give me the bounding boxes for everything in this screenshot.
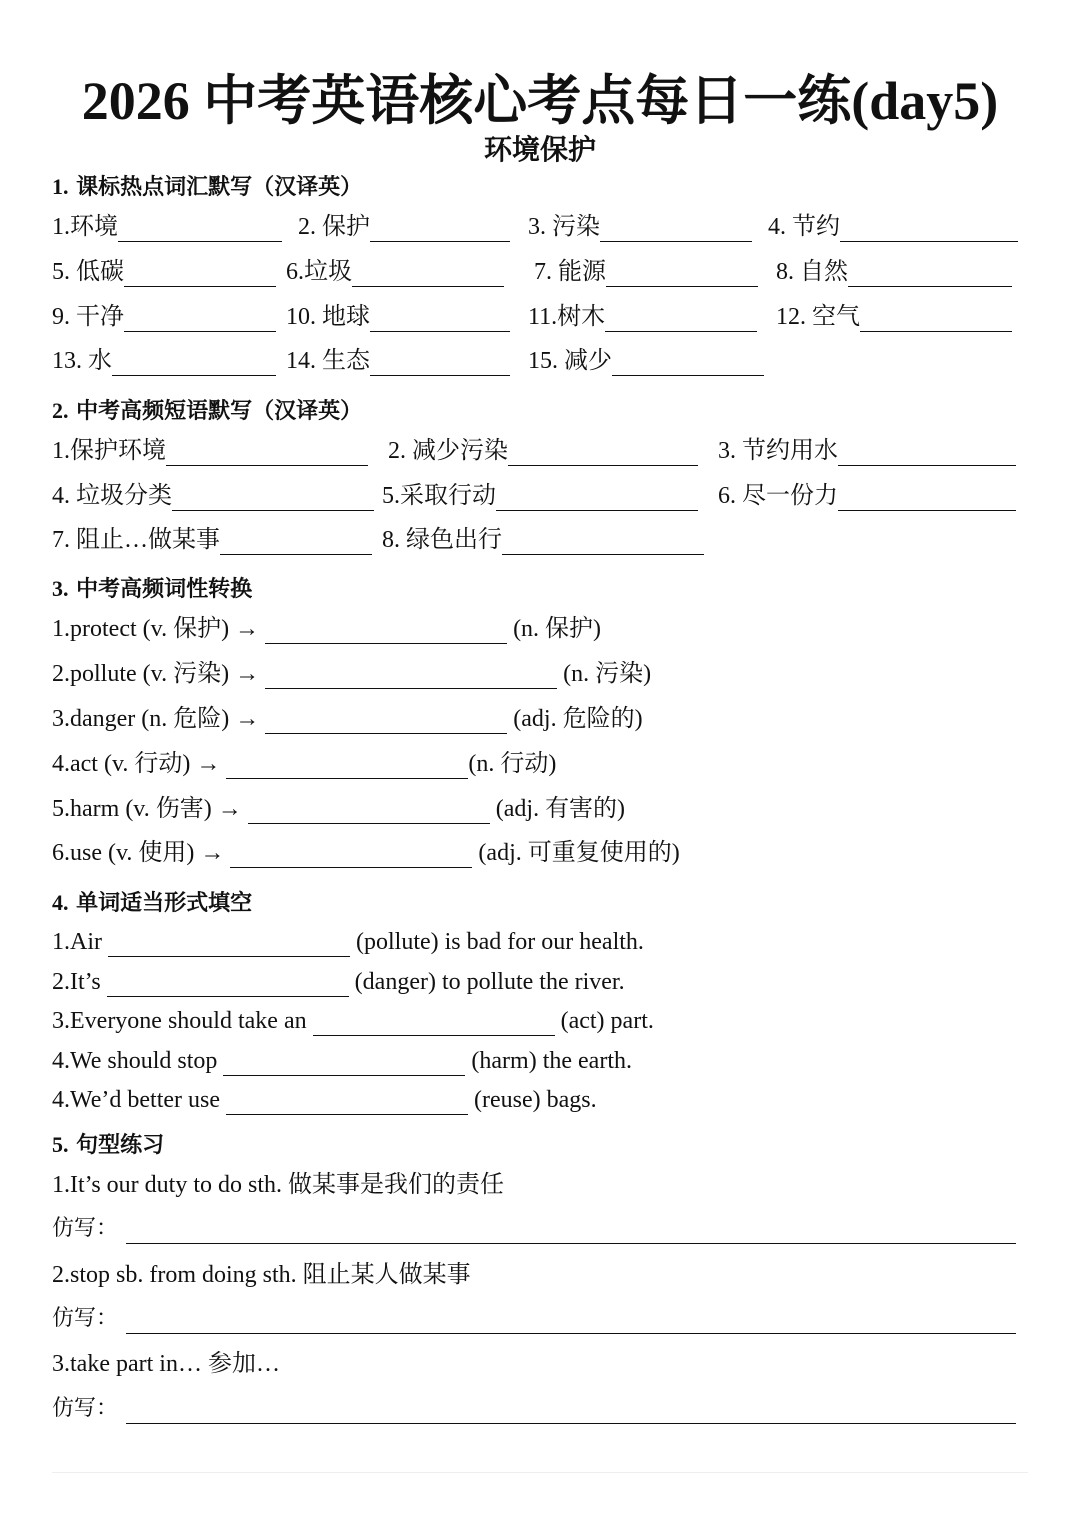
answer-blank[interactable] [248,799,490,824]
section1-heading: 1. 课标热点词汇默写（汉译英） [52,174,363,200]
answer-blank[interactable] [107,972,349,997]
vocab-item: 11.树木 [528,302,757,332]
section3-heading: 3. 中考高频词性转换 [52,576,253,602]
conversion-item: 5.harm (v. 伤害) → (adj. 有害的) [52,796,626,822]
answer-blank[interactable] [220,530,372,555]
answer-blank[interactable] [265,709,507,734]
answer-blank[interactable] [226,754,468,779]
vocab-item: 4. 节约 [768,212,1018,242]
phrase-item: 5.采取行动 [382,481,698,511]
pattern-prompt: 1.It’s our duty to do sth. 做某事是我们的责任 [52,1172,505,1198]
vocab-item: 6.垃圾 [286,257,504,287]
answer-blank[interactable] [840,217,1018,242]
answer-blank[interactable] [265,664,557,689]
answer-blank[interactable] [370,307,510,332]
answer-blank[interactable] [606,262,758,287]
fill-item: 4.We’d better use (reuse) bags. [52,1087,597,1113]
vocab-item: 1.环境 [52,212,282,242]
phrase-item: 3. 节约用水 [718,436,1016,466]
answer-blank[interactable] [265,619,507,644]
imitation-row: 仿写： [52,1394,1016,1424]
imitation-blank[interactable] [126,1219,1016,1244]
answer-blank[interactable] [496,486,698,511]
page-title: 2026 中考英语核心考点每日一练(day5) [81,71,999,131]
answer-blank[interactable] [230,843,472,868]
answer-blank[interactable] [600,217,752,242]
pattern-prompt: 2.stop sb. from doing sth. 阻止某人做某事 [52,1262,471,1288]
vocab-item: 7. 能源 [534,257,758,287]
answer-blank[interactable] [612,351,764,376]
answer-blank[interactable] [313,1011,555,1036]
imitation-blank[interactable] [126,1309,1016,1334]
phrase-item: 4. 垃圾分类 [52,481,374,511]
answer-blank[interactable] [838,441,1016,466]
phrase-item: 7. 阻止…做某事 [52,525,372,555]
phrase-item: 8. 绿色出行 [382,525,704,555]
conversion-item: 6.use (v. 使用) → (adj. 可重复使用的) [52,840,680,866]
section2-heading: 2. 中考高频短语默写（汉译英） [52,398,363,424]
answer-blank[interactable] [605,307,757,332]
phrase-item: 2. 减少污染 [388,436,698,466]
conversion-item: 4.act (v. 行动) → (n. 行动) [52,751,557,777]
fill-item: 1.Air (pollute) is bad for our health. [52,929,644,955]
footer-divider [52,1472,1028,1473]
vocab-item: 13. 水 [52,346,276,376]
imitation-blank[interactable] [126,1399,1016,1424]
answer-blank[interactable] [502,530,704,555]
answer-blank[interactable] [352,262,504,287]
vocab-item: 2. 保护 [298,212,510,242]
vocab-item: 10. 地球 [286,302,510,332]
vocab-item: 12. 空气 [776,302,1012,332]
section5-heading: 5. 句型练习 [52,1132,165,1158]
vocab-item: 9. 干净 [52,302,276,332]
vocab-item: 8. 自然 [776,257,1012,287]
answer-blank[interactable] [848,262,1012,287]
page-subtitle: 环境保护 [483,133,596,166]
fill-item: 2.It’s (danger) to pollute the river. [52,969,625,995]
pattern-prompt: 3.take part in… 参加… [52,1351,280,1377]
answer-blank[interactable] [226,1090,468,1115]
fill-item: 4.We should stop (harm) the earth. [52,1048,632,1074]
answer-blank[interactable] [108,932,350,957]
conversion-item: 1.protect (v. 保护) → (n. 保护) [52,616,602,642]
phrase-item: 1.保护环境 [52,436,368,466]
conversion-item: 2.pollute (v. 污染) → (n. 污染) [52,661,652,687]
vocab-item: 15. 减少 [528,346,764,376]
fill-item: 3.Everyone should take an (act) part. [52,1008,654,1034]
answer-blank[interactable] [112,351,276,376]
answer-blank[interactable] [172,486,374,511]
answer-blank[interactable] [370,217,510,242]
answer-blank[interactable] [370,351,510,376]
answer-blank[interactable] [124,262,276,287]
answer-blank[interactable] [118,217,282,242]
vocab-item: 3. 污染 [528,212,752,242]
answer-blank[interactable] [860,307,1012,332]
vocab-item: 14. 生态 [286,346,510,376]
phrase-item: 6. 尽一份力 [718,481,1016,511]
vocab-item: 5. 低碳 [52,257,276,287]
answer-blank[interactable] [124,307,276,332]
imitation-row: 仿写： [52,1304,1016,1334]
answer-blank[interactable] [508,441,698,466]
answer-blank[interactable] [166,441,368,466]
answer-blank[interactable] [223,1051,465,1076]
conversion-item: 3.danger (n. 危险) → (adj. 危险的) [52,706,643,732]
section4-heading: 4. 单词适当形式填空 [52,890,253,916]
imitation-row: 仿写： [52,1214,1016,1244]
answer-blank[interactable] [838,486,1016,511]
